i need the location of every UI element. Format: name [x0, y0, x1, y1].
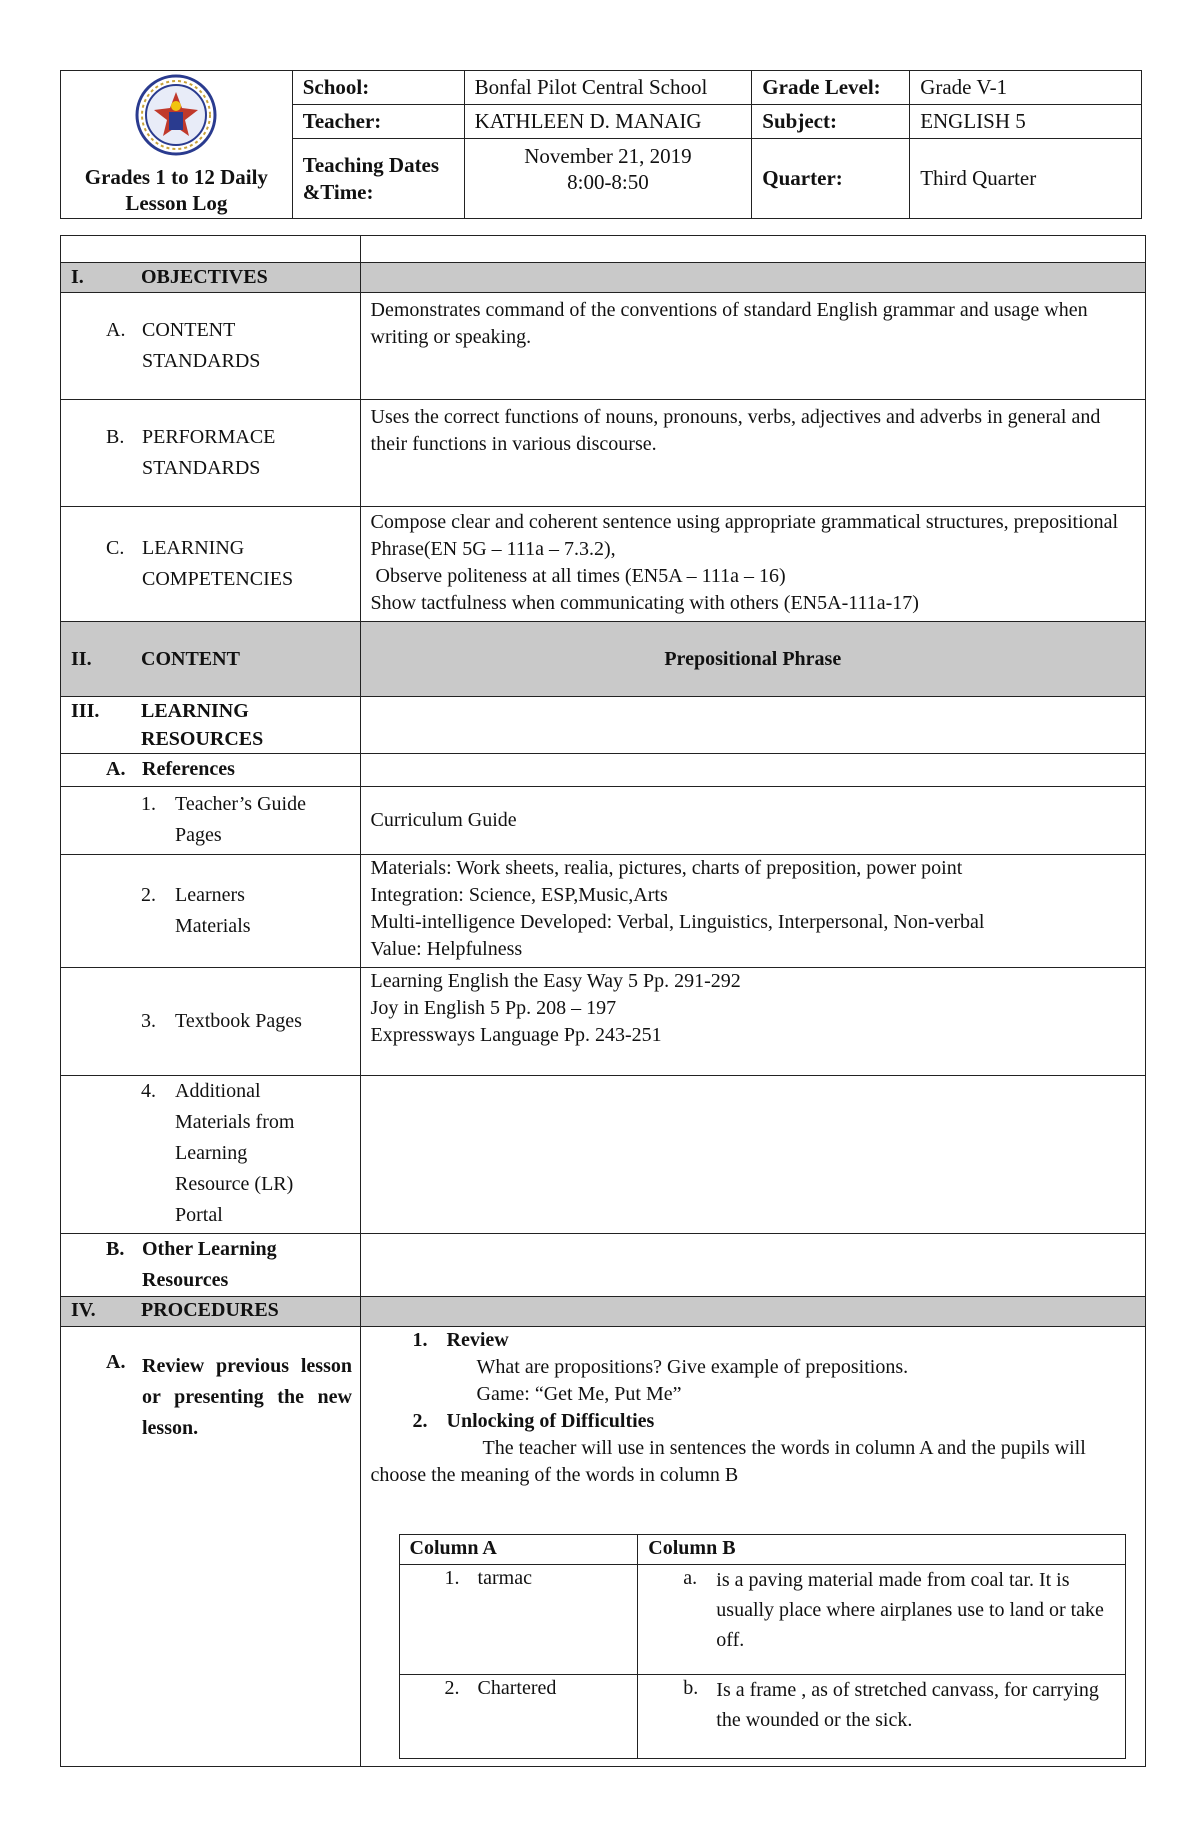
references-row [61, 754, 1146, 787]
learners-materials-row [61, 855, 1146, 968]
procedures-row [61, 1297, 1146, 1327]
quarter-label: Quarter: [752, 139, 910, 219]
references-label: References [142, 758, 235, 780]
content-value: Prepositional Phrase [360, 622, 1145, 697]
step2-num: 2. [412, 1410, 428, 1432]
performance-standards-row [61, 400, 1146, 507]
step1-title: Review [446, 1329, 509, 1351]
subject-label: Subject: [752, 105, 910, 139]
learning-competencies-letter: C. [106, 537, 125, 559]
vocabulary-table [399, 1534, 1126, 1759]
learning-competencies-text [360, 507, 1145, 622]
textbook-line: Learning English the Easy Way 5 Pp. 291-292 [370, 970, 741, 992]
learners-materials-label: Learners Materials [175, 884, 251, 937]
other-resources-letter: B. [106, 1238, 125, 1260]
textbook-row [61, 968, 1146, 1076]
meaning-letter: b. [683, 1677, 699, 1699]
content-standards-text: Demonstrates command of the conventions of standard English grammar and usage when writing or speaking. [360, 293, 1145, 400]
teachers-guide-value: Curriculum Guide [360, 787, 1145, 855]
step1-line: What are propositions? Give example of prepositions. [476, 1356, 909, 1378]
grade-label: Grade Level: [752, 71, 910, 105]
materials-line: Integration: Science, ESP,Music,Arts [370, 884, 668, 906]
dates-label: Teaching Dates &Time: [292, 139, 464, 219]
word: Chartered [477, 1677, 557, 1699]
learning-competencies-row [61, 507, 1146, 622]
content-row [61, 622, 1146, 697]
textbook-text [360, 968, 1145, 1076]
other-resources-row [61, 1234, 1146, 1297]
header-table [60, 70, 1142, 219]
learning-competencies-label: LEARNING COMPETENCIES [142, 537, 294, 590]
performance-standards-letter: B. [106, 426, 125, 448]
competency-line: Compose clear and coherent sentence using appropriate grammatical structures, prepositional Phrase(EN 5G – 111a – 7.3.2), [370, 511, 1119, 560]
procedures-num: IV. [71, 1299, 96, 1321]
table-row [399, 1675, 1125, 1759]
textbook-label: Textbook Pages [175, 1010, 302, 1032]
additional-materials-label: Additional Materials from Learning Resource (LR) Portal [175, 1080, 295, 1226]
additional-materials-row [61, 1076, 1146, 1234]
objectives-row [61, 263, 1146, 293]
performance-standards-label: PERFORMACE STANDARDS [142, 426, 276, 479]
textbook-line: Joy in English 5 Pp. 208 – 197 [370, 997, 617, 1019]
references-letter: A. [106, 758, 126, 780]
teachers-guide-row [61, 787, 1146, 855]
resources-num: III. [71, 700, 100, 722]
content-standards-row [61, 293, 1146, 400]
meaning: Is a frame , as of stretched canvass, for carrying the wounded or the sick. [716, 1679, 1099, 1731]
review-letter: A. [106, 1351, 126, 1373]
procedures-title: PROCEDURES [141, 1299, 279, 1321]
column-b-header: Column B [638, 1535, 1125, 1565]
school-value: Bonfal Pilot Central School [464, 71, 752, 105]
log-title: Grades 1 to 12 Daily Lesson Log [84, 165, 268, 215]
review-content [360, 1327, 1145, 1767]
blank-row [61, 236, 1146, 263]
step2-title: Unlocking of Difficulties [446, 1410, 655, 1432]
lesson-table [60, 235, 1146, 1767]
learners-materials-text [360, 855, 1145, 968]
review-label: Review previous lesson or presenting the new lesson. [142, 1355, 352, 1439]
step2-text: The teacher will use in sentences the words in column A and the pupils will choose the meaning of the words in column B [370, 1437, 1086, 1486]
word-num: 2. [444, 1677, 460, 1699]
date-value: November 21, 2019 [524, 144, 692, 168]
teachers-guide-num: 1. [141, 793, 156, 815]
competency-line: Show tactfulness when communicating with others (EN5A-111a-17) [370, 592, 919, 614]
teachers-guide-label: Teacher’s Guide Pages [175, 793, 306, 846]
deped-seal-icon [135, 74, 217, 156]
objectives-title: OBJECTIVES [141, 266, 268, 288]
learners-materials-num: 2. [141, 884, 156, 906]
teacher-label: Teacher: [292, 105, 464, 139]
materials-line: Materials: Work sheets, realia, pictures, charts of preposition, power point [370, 857, 963, 879]
materials-line: Multi-intelligence Developed: Verbal, Linguistics, Interpersonal, Non-verbal [370, 911, 985, 933]
objectives-num: I. [71, 266, 84, 288]
other-resources-label: Other Learning Resources [142, 1238, 277, 1291]
textbook-num: 3. [141, 1010, 156, 1032]
resources-row [61, 697, 1146, 754]
performance-standards-text: Uses the correct functions of nouns, pronouns, verbs, adjectives and adverbs in general and their functions in various discourse. [360, 400, 1145, 507]
quarter-value: Third Quarter [910, 139, 1142, 219]
meaning-letter: a. [683, 1567, 698, 1589]
teacher-value: KATHLEEN D. MANAIG [464, 105, 752, 139]
grade-value: Grade V-1 [910, 71, 1142, 105]
dates-value [464, 139, 752, 219]
time-value: 8:00-8:50 [567, 170, 649, 194]
materials-line: Value: Helpfulness [370, 938, 523, 960]
step1-line: Game: “Get Me, Put Me” [476, 1383, 682, 1405]
logo-title-cell [61, 71, 293, 219]
textbook-line: Expressways Language Pp. 243-251 [370, 1024, 662, 1046]
content-title: CONTENT [141, 647, 240, 670]
table-row [399, 1565, 1125, 1675]
step1-num: 1. [412, 1329, 428, 1351]
school-label: School: [292, 71, 464, 105]
column-a-header: Column A [399, 1535, 638, 1565]
content-num: II. [71, 647, 92, 670]
word: tarmac [477, 1567, 532, 1589]
resources-title: LEARNING RESOURCES [141, 700, 264, 750]
review-row [61, 1327, 1146, 1767]
additional-materials-num: 4. [141, 1080, 156, 1102]
content-standards-label: CONTENT STANDARDS [142, 319, 261, 372]
word-num: 1. [444, 1567, 460, 1589]
competency-line: Observe politeness at all times (EN5A – 111a – 16) [370, 565, 786, 587]
content-standards-letter: A. [106, 319, 126, 341]
meaning: is a paving material made from coal tar. It is usually place where airplanes use to land or take off. [716, 1569, 1104, 1651]
subject-value: ENGLISH 5 [910, 105, 1142, 139]
